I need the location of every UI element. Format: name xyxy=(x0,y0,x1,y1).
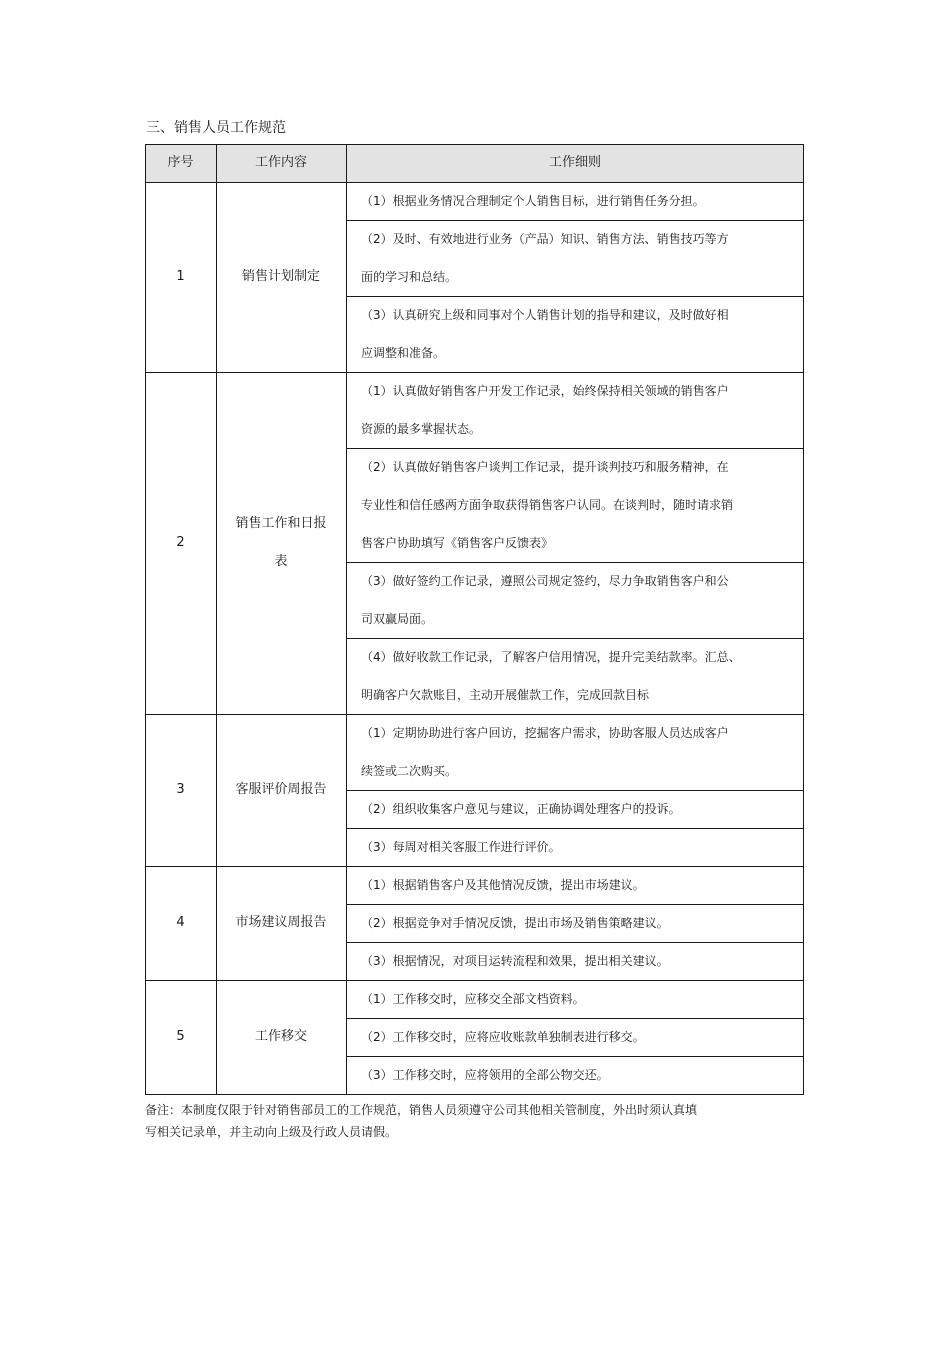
rule-item-line: 专业性和信任感两方面争取获得销售客户认同。在谈判时，随时请求销 xyxy=(361,498,734,512)
rule-item xyxy=(346,904,788,942)
rule-item-line: （3）每周对相关客服工作进行评价。 xyxy=(361,840,561,854)
header-work-content: 工作内容 xyxy=(254,155,307,170)
table-border-left xyxy=(145,144,146,1095)
rule-item-line: （1）工作移交时，应移交全部文档资料。 xyxy=(361,992,585,1006)
rule-item-line: （3）做好签约工作记录，遵照公司规定签约，尽力争取销售客户和公 xyxy=(361,574,729,588)
rule-item-line: 司双赢局面。 xyxy=(361,612,434,626)
work-content: 工作移交 xyxy=(254,1029,307,1044)
rule-item xyxy=(346,182,788,220)
work-content: 销售工作和日报表 xyxy=(235,516,327,569)
rule-item-line: （2）工作移交时，应将应收账款单独制表进行移交。 xyxy=(361,1030,645,1044)
rule-item xyxy=(346,790,788,828)
footnote-line: 写相关记录单，并主动向上级及行政人员请假。 xyxy=(145,1125,398,1139)
rule-item-line: 资源的最多掌握状态。 xyxy=(361,422,482,436)
work-content: 客服评价周报告 xyxy=(235,782,327,797)
rule-item-line: （2）及时、有效地进行业务（产品）知识、销售方法、销售技巧等方 xyxy=(361,232,729,246)
group-divider xyxy=(145,1094,804,1095)
work-rules-table xyxy=(145,144,804,1095)
footnote-line: 备注：本制度仅限于针对销售部员工的工作规范，销售人员须遵守公司其他相关管制度，外出时须认真填 xyxy=(145,1103,698,1117)
rule-item xyxy=(346,828,788,866)
rule-item-line: （2）根据竞争对手情况反馈，提出市场及销售策略建议。 xyxy=(361,916,669,930)
row-number: 1 xyxy=(176,269,185,284)
header-work-details: 工作细则 xyxy=(548,155,601,170)
row-number: 2 xyxy=(176,535,185,550)
rule-item-line: （2）组织收集客户意见与建议，正确协调处理客户的投诉。 xyxy=(361,802,681,816)
rule-item-line: （1）认真做好销售客户开发工作记录，始终保持相关领域的销售客户 xyxy=(361,384,729,398)
rule-item xyxy=(346,980,788,1018)
work-content: 市场建议周报告 xyxy=(235,915,327,930)
work-content: 销售计划制定 xyxy=(241,269,320,284)
rule-item xyxy=(346,448,788,562)
rule-item-line: （1）根据销售客户及其他情况反馈，提出市场建议。 xyxy=(361,878,645,892)
rule-item-line: （1）根据业务情况合理制定个人销售目标，进行销售任务分担。 xyxy=(361,194,705,208)
rule-item xyxy=(346,866,788,904)
rule-item xyxy=(346,1018,788,1056)
rule-item-line: （3）认真研究上级和同事对个人销售计划的指导和建议，及时做好相 xyxy=(361,308,729,322)
row-number: 4 xyxy=(176,915,185,930)
rule-item xyxy=(346,942,788,980)
section-title: 三、销售人员工作规范 xyxy=(146,120,286,136)
rule-item-line: 续签或二次购买。 xyxy=(361,764,458,778)
rule-item xyxy=(346,220,788,296)
rule-item xyxy=(346,1056,788,1094)
rule-item xyxy=(346,638,788,714)
rule-item xyxy=(346,562,788,638)
rule-item-line: （4）做好收款工作记录，了解客户信用情况，提升完美结款率。汇总、 xyxy=(361,650,741,664)
table-border-top xyxy=(145,144,804,145)
header-number: 序号 xyxy=(167,155,194,170)
col-divider-2 xyxy=(346,144,347,1095)
rule-item-line: 面的学习和总结。 xyxy=(361,270,458,284)
row-number: 5 xyxy=(176,1029,185,1044)
col-divider-1 xyxy=(216,144,217,1095)
rule-item-line: 售客户协助填写《销售客户反馈表》 xyxy=(361,536,554,550)
rule-item xyxy=(346,372,788,448)
rule-item xyxy=(346,296,788,372)
row-number: 3 xyxy=(176,782,185,797)
rule-item-line: （2）认真做好销售客户谈判工作记录，提升谈判技巧和服务精神，在 xyxy=(361,460,729,474)
rule-item xyxy=(346,714,788,790)
rule-item-line: （3）工作移交时，应将领用的全部公物交还。 xyxy=(361,1068,609,1082)
rule-item-line: （1）定期协助进行客户回访，挖掘客户需求，协助客服人员达成客户 xyxy=(361,726,729,740)
table-border-right xyxy=(803,144,804,1095)
rule-item-line: 应调整和准备。 xyxy=(361,346,446,360)
rule-item-line: （3）根据情况，对项目运转流程和效果，提出相关建议。 xyxy=(361,954,669,968)
rule-item-line: 明确客户欠款账目，主动开展催款工作，完成回款目标 xyxy=(361,688,650,702)
